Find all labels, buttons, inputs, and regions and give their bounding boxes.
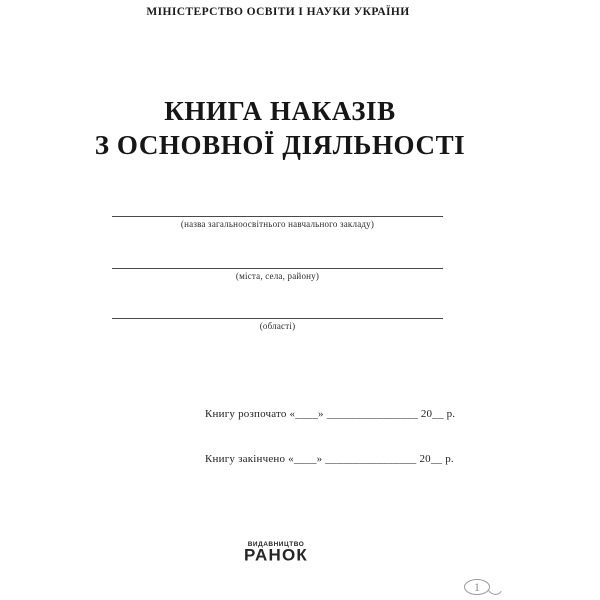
publisher-small-label: ВИДАВНИЦТВО (247, 541, 305, 548)
publisher-name: РАНОК (244, 546, 308, 565)
book-title-line-1: КНИГА НАКАЗІВ (164, 96, 396, 126)
field-school-name-caption: (назва загальноосвітнього навчального закладу) (180, 219, 375, 229)
book-finished-line: Книгу закінчено «____» ________________ 20__ р. (205, 453, 454, 465)
page-number-tail-icon (489, 591, 502, 595)
field-school-name (112, 216, 443, 230)
field-city-caption: (міста, села, району) (235, 271, 320, 281)
book-started-line: Книгу розпочато «____» ________________ 20__ р. (205, 408, 456, 420)
ministry-header: МІНІСТЕРСТВО ОСВІТИ І НАУКИ УКРАЇНИ (146, 6, 410, 18)
field-region-caption: (області) (259, 321, 296, 331)
field-region (112, 318, 443, 332)
book-title (0, 94, 560, 162)
book-title-line-2: З ОСНОВНОЇ ДІЯЛЬНОСТІ (94, 130, 466, 160)
page-number: 1 (474, 580, 480, 594)
publisher-logo (0, 541, 552, 564)
page-number-marker (462, 574, 506, 600)
field-city (112, 268, 443, 282)
